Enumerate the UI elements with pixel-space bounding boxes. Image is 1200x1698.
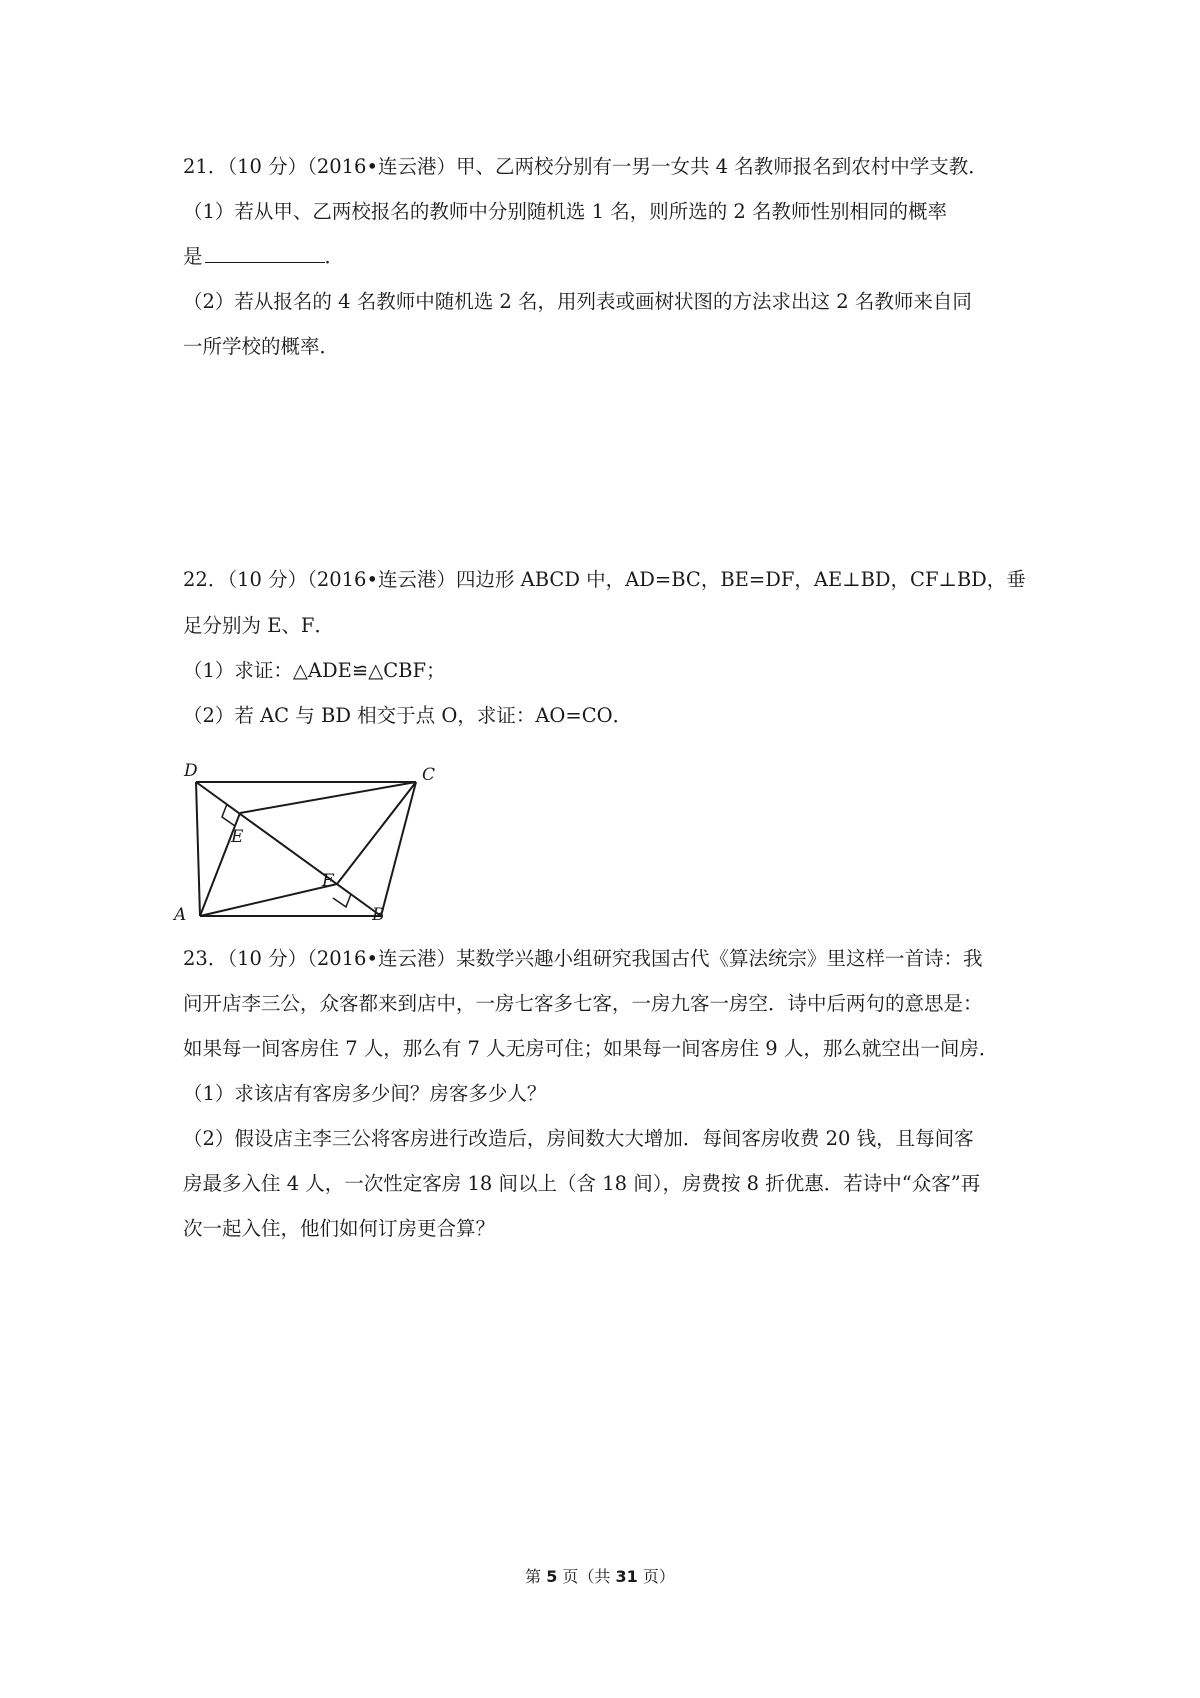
label-e: E — [231, 827, 244, 847]
q21-line-3-end: ． — [324, 245, 345, 268]
right-angle-f — [333, 894, 351, 907]
label-d: D — [184, 761, 198, 781]
segment-ce — [240, 782, 416, 813]
answer-blank — [205, 242, 325, 263]
label-b: B — [372, 905, 385, 925]
footer-middle: 页（共 — [557, 1567, 616, 1586]
label-a: A — [174, 905, 187, 925]
segment-cf — [337, 782, 416, 884]
side-cb — [381, 782, 416, 916]
page-footer — [0, 1564, 1200, 1587]
footer-suffix: 页） — [637, 1567, 675, 1586]
q22-line-1: 22．（10 分）（2016•连云港）四边形 ABCD 中，AD=BC，BE=DF，AE⊥BD，CF⊥BD，垂 — [183, 568, 1026, 591]
q21-line-3-text: 是 — [183, 245, 203, 268]
side-ad — [196, 782, 200, 916]
q23-line-1: 23．（10 分）（2016•连云港）某数学兴趣小组研究我国古代《算法统宗》里这样一首诗：我 — [183, 947, 983, 970]
q23-line-7: 次一起入住，他们如何订房更合算？ — [183, 1217, 496, 1240]
q23-line-3: 如果每一间客房住 7 人，那么有 7 人无房可住；如果每一间客房住 9 人，那么就空出一间房． — [183, 1037, 999, 1060]
q22-line-4: （2）若 AC 与 BD 相交于点 O，求证：AO=CO． — [183, 704, 633, 727]
footer-prefix: 第 — [525, 1567, 547, 1586]
q22-line-3: （1）求证：△ADE≌△CBF； — [183, 659, 446, 682]
q21-line-5: 一所学校的概率． — [183, 335, 340, 358]
footer-total-pages: 31 — [615, 1567, 638, 1586]
right-angle-e — [222, 804, 235, 826]
q21-line-2: （1）若从甲、乙两校报名的教师中分别随机选 1 名，则所选的 2 名教师性别相同的概率 — [183, 200, 948, 223]
q22-line-2: 足分别为 E、F． — [183, 614, 334, 637]
q21-line-3 — [183, 242, 344, 272]
quadrilateral-svg — [174, 752, 446, 925]
q23-line-4: （1）求该店有客房多少间？房客多少人？ — [183, 1082, 547, 1105]
q23-line-2: 问开店李三公，众客都来到店中，一房七客多七客，一房九客一房空．诗中后两句的意思是： — [183, 992, 983, 1015]
quadrilateral-figure — [174, 752, 446, 925]
q21-line-4: （2）若从报名的 4 名教师中随机选 2 名，用列表或画树状图的方法求出这 2 名教师来自同 — [183, 290, 972, 313]
footer-page-number: 5 — [546, 1567, 558, 1586]
q23-line-5: （2）假设店主李三公将客房进行改造后，房间数大大增加．每间客房收费 20 钱，且每间客 — [183, 1127, 974, 1150]
segment-af — [200, 884, 337, 916]
label-c: C — [422, 765, 436, 785]
label-f: F — [322, 871, 334, 891]
q21-line-1: 21．（10 分）（2016•连云港）甲、乙两校分别有一男一女共 4 名教师报名到农村中学支教． — [183, 155, 988, 178]
q23-line-6: 房最多入住 4 人，一次性定客房 18 间以上（含 18 间），房费按 8 折优惠．若诗中“众客”再 — [183, 1172, 981, 1195]
